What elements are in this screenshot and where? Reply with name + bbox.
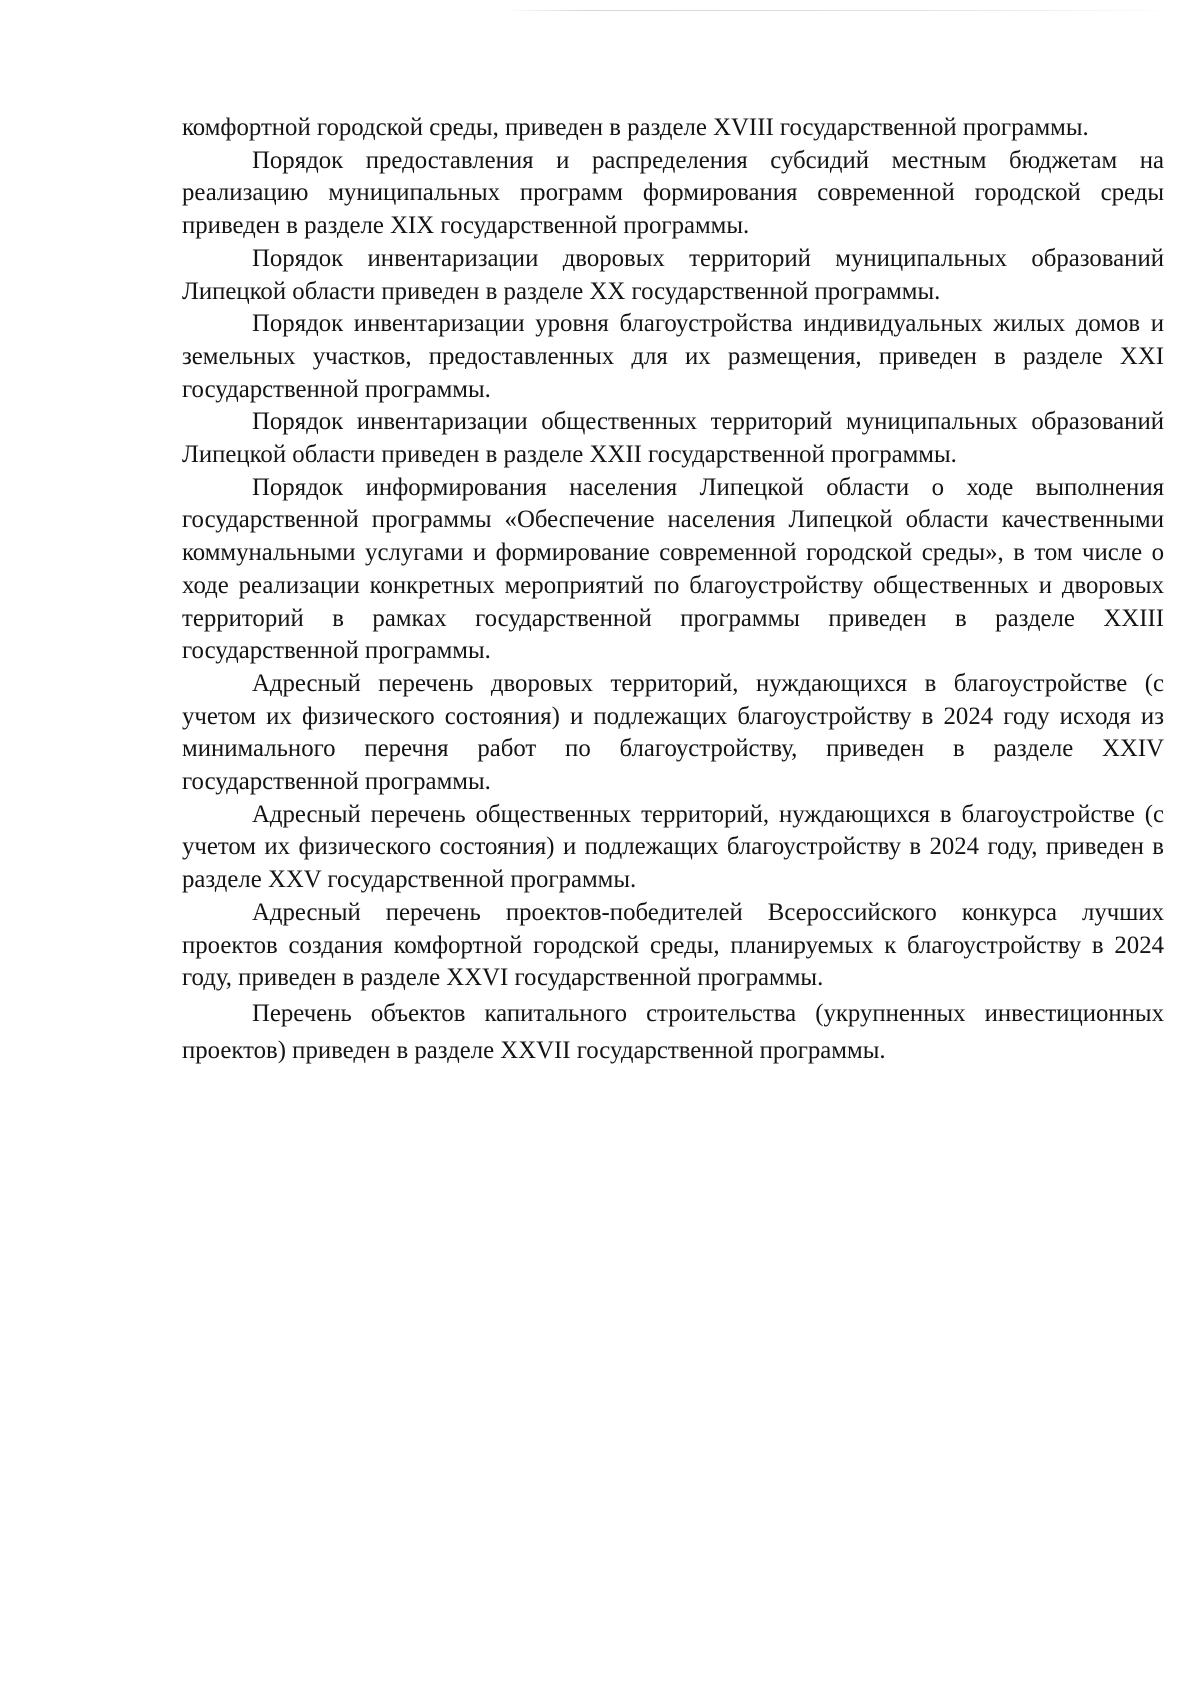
paragraph-section-xxiv: Адресный перечень дворовых территорий, нуждающихся в благоустройстве (с учетом их физического состояния) и подлежащих благоустройству в 2024 году исходя из минимального перечня работ по благоустройству, приведен в разделе XXIV государственной программы.: [182, 669, 1164, 796]
paragraph-section-xxvi: Адресный перечень проектов-победителей Всероссийского конкурса лучших проектов создания комфортной городской среды, планируемых к благоустройству в 2024 году, приведен в разделе XXVI государственной программы.: [182, 898, 1164, 992]
paragraph-section-xxv: Адресный перечень общественных территорий, нуждающихся в благоустройстве (с учетом их физического состояния) и подлежащих благоустройству в 2024 году, приведен в разделе XXV государственной программы.: [182, 800, 1164, 894]
paragraph-section-xxii: Порядок инвентаризации общественных территорий муниципальных образований Липецкой области приведен в разделе XXII государственной программы.: [182, 408, 1164, 469]
scan-edge-line: [505, 10, 1185, 11]
paragraph-section-xix: Порядок предоставления и распределения субсидий местным бюджетам на реализацию муниципальных программ формирования современной городской среды приведен в разделе XIX государственной программы.: [182, 146, 1164, 240]
paragraph-section-xxi: Порядок инвентаризации уровня благоустройства индивидуальных жилых домов и земельных участков, предоставленных для их размещения, приведен в разделе XXI государственной программы.: [182, 310, 1164, 403]
paragraph-section-xviii-continuation: комфортной городской среды, приведен в разделе XVIII государственной программы.: [182, 114, 1089, 141]
paragraph-section-xxiii: Порядок информирования населения Липецкой области о ходе выполнения государственной программы «Обеспечение населения Липецкой области качественными коммунальными услугами и формирование современной городской среды», в том числе о ходе реализации конкретных мероприятий по благоустройству общественных и дворовых территорий в рамках государственной программы приведен в разделе XXIII государственной программы.: [182, 473, 1164, 665]
paragraph-section-xx: Порядок инвентаризации дворовых территорий муниципальных образований Липецкой области приведен в разделе XX государственной программы.: [182, 244, 1164, 305]
paragraph-section-xxvii: Перечень объектов капитального строительства (укрупненных инвестиционных проектов) приведен в разделе XXVII государственной программы.: [182, 999, 1164, 1064]
document-body: [182, 112, 1164, 1069]
